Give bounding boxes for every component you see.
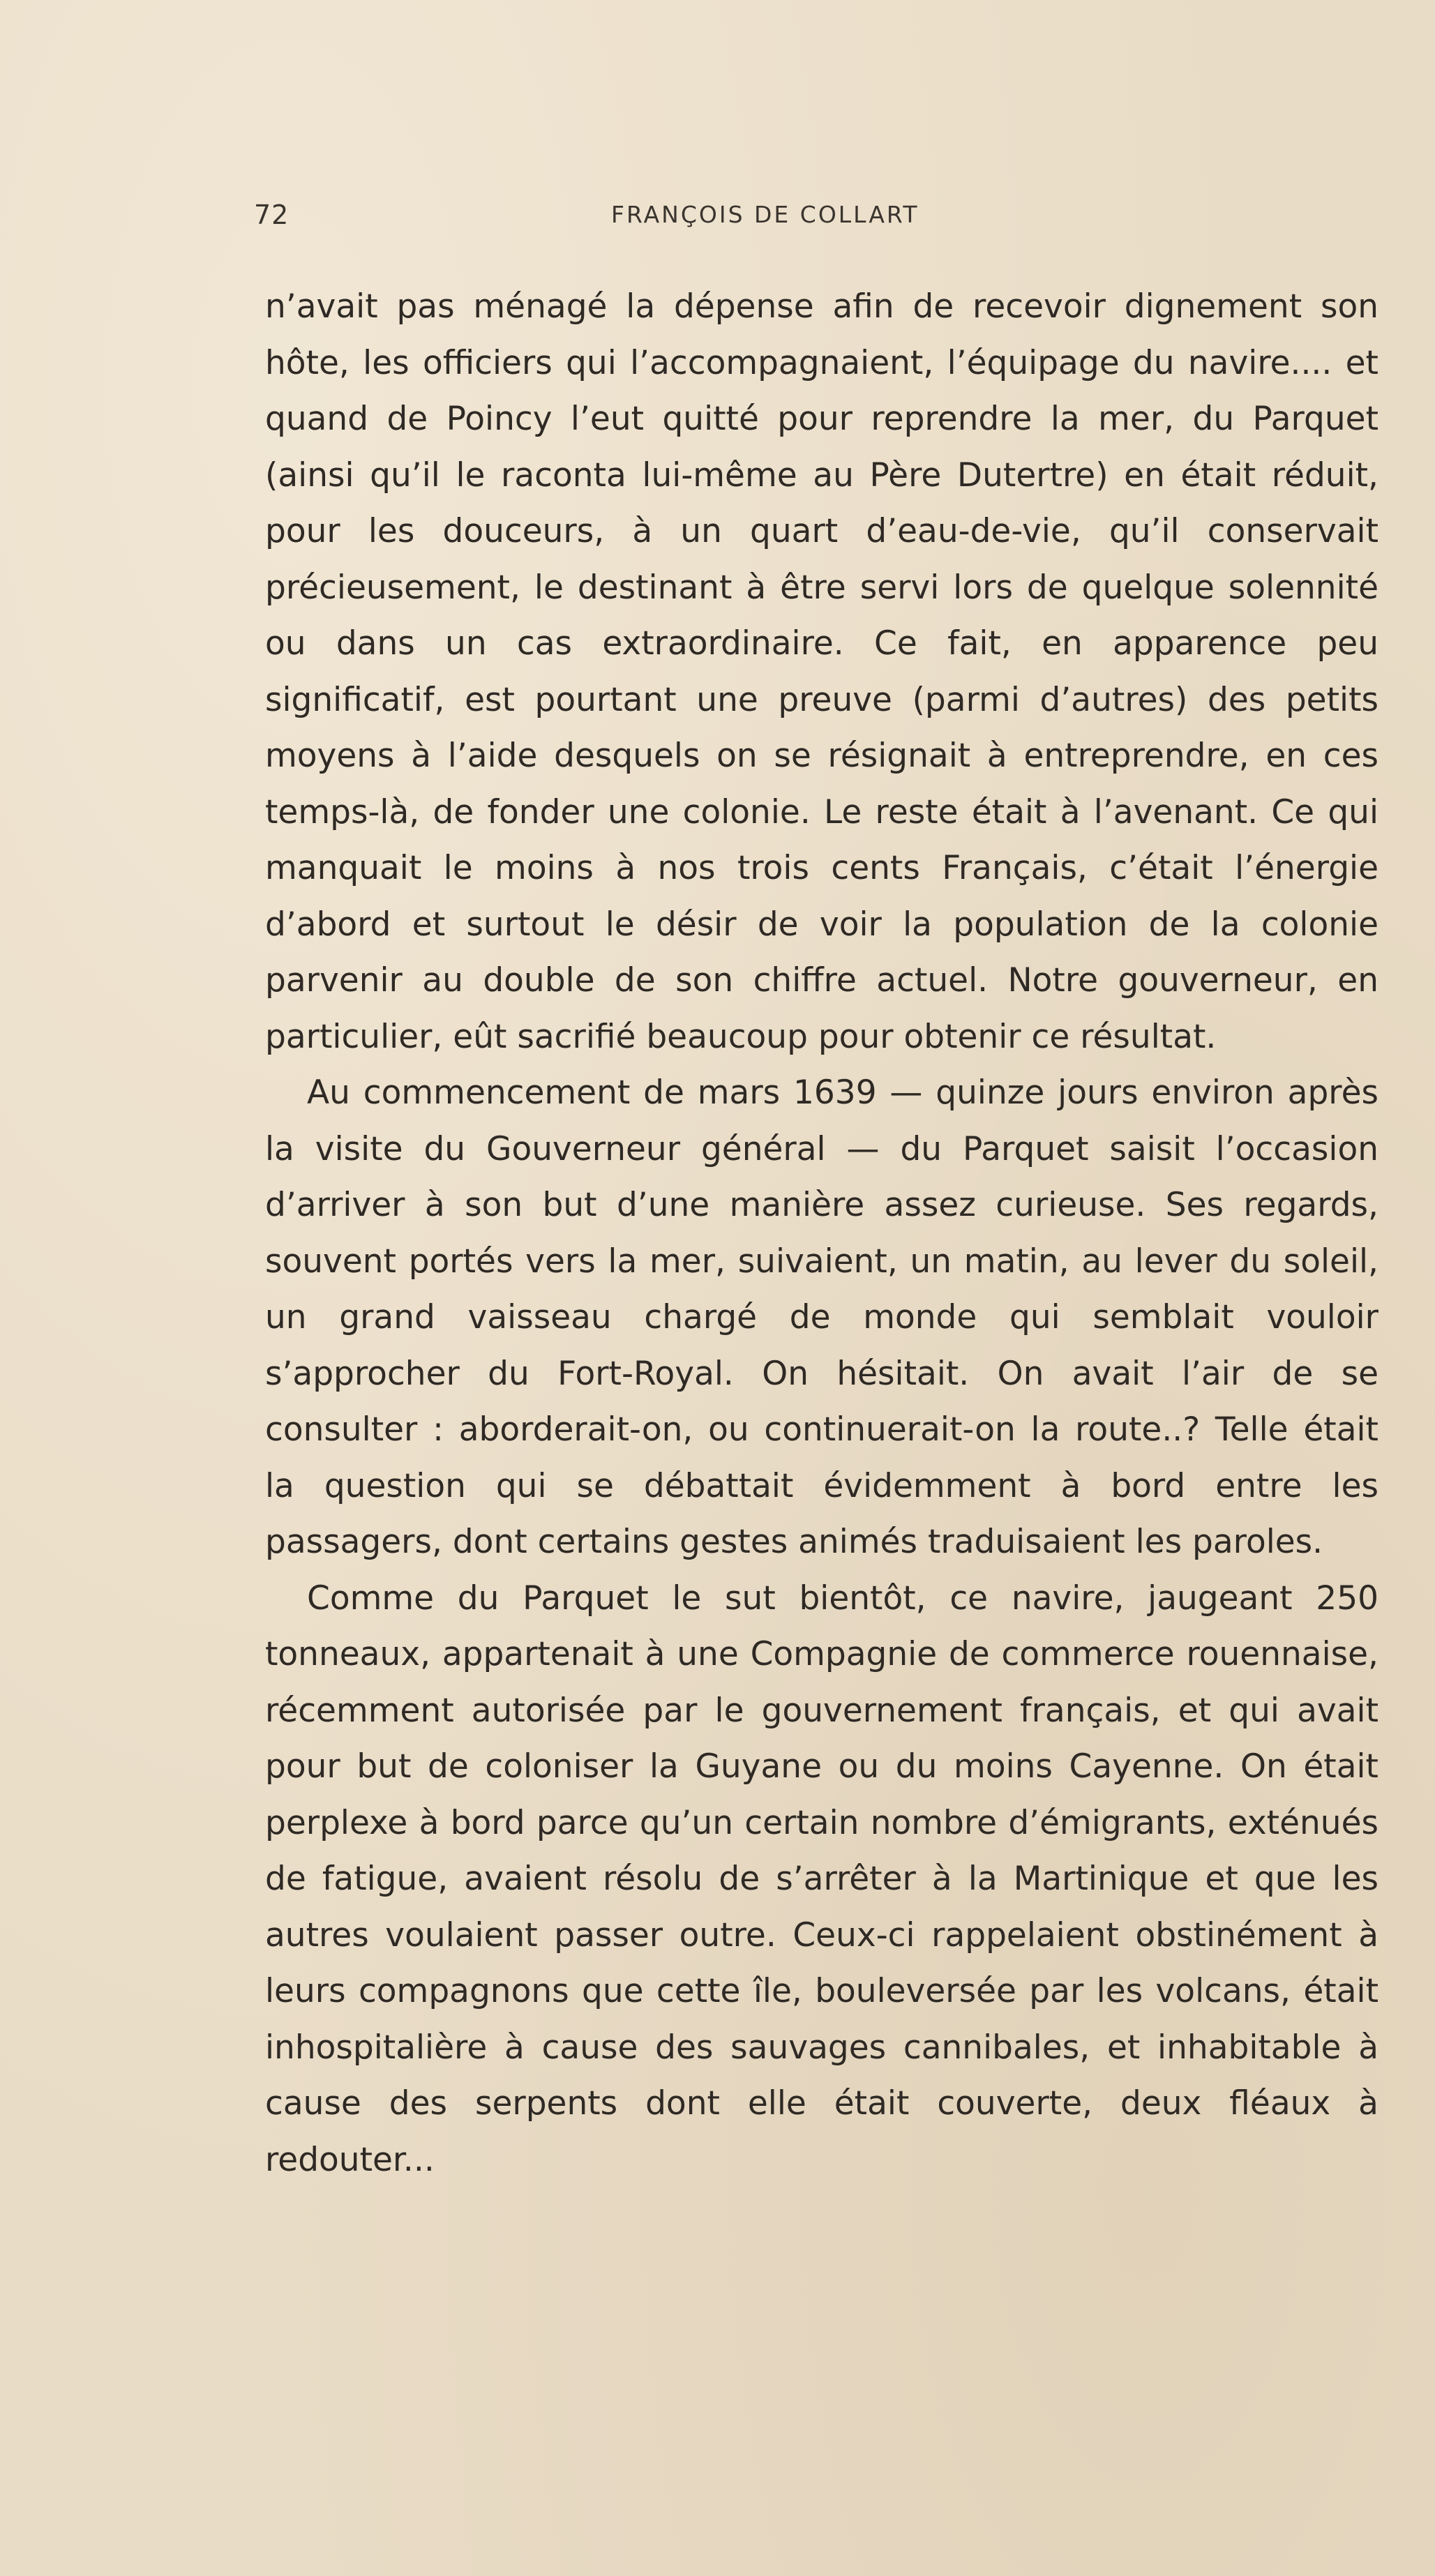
paragraph-3: Comme du Parquet le sut bientôt, ce navire, jaugeant 250 tonneaux, appartenait à une Compagnie de commerce rouennaise, récemment autorisée par le gouvernement français, et qui avait pour but de coloniser la Guyane ou du moins Cayenne. On était perplexe à bord parce qu’un certain nombre d’émigrants, exténués de fatigue, avaient résolu de s’arrêter à la Martinique et que les autres voulaient passer outre. Ceux-ci rappelaient obstinément à leurs compagnons que cette île, bouleversée par les volcans, était inhospitalière à cause des sauvages cannibales, et inhabitable à cause des serpents dont elle était couverte, deux fléaux à redouter... xyxy=(265,1579,1378,2179)
running-title: FRANÇOIS DE COLLART xyxy=(611,201,919,228)
paragraph-2: Au commencement de mars 1639 — quinze jours environ après la visite du Gouverneur général — du Parquet saisit l’occasion d’arriver à son but d’une manière assez curieuse. Ses regards, souvent portés vers la mer, suivaient, un matin, au lever du soleil, un grand vaisseau chargé de monde qui semblait vouloir s’approcher du Fort-Royal. On hésitait. On avait l’air de se consulter : aborderait-on, ou continuerait-on la route..? Telle était la question qui se débattait évidemment à bord entre les passagers, dont certains gestes animés traduisaient les paroles. xyxy=(265,1074,1378,1561)
body-text xyxy=(265,279,1378,2188)
running-head xyxy=(254,199,1388,241)
page-number: 72 xyxy=(254,199,290,230)
paragraph-1: n’avait pas ménagé la dépense afin de recevoir dignement son hôte, les officiers qui l’accompagnaient, l’équipage du navire.... et quand de Poincy l’eut quitté pour reprendre la mer, du Parquet (ainsi qu’il le raconta lui-même au Père Dutertre) en était réduit, pour les douceurs, à un quart d’eau-de-vie, qu’il conservait précieusement, le destinant à être servi lors de quelque solennité ou dans un cas extraordinaire. Ce fait, en apparence peu significatif, est pourtant une preuve (parmi d’autres) des petits moyens à l’aide desquels on se résignait à entreprendre, en ces temps-là, de fonder une colonie. Le reste était à l’avenant. Ce qui manquait le moins à nos trois cents Français, c’était l’énergie d’abord et surtout le désir de voir la population de la colonie parvenir au double de son chiffre actuel. Notre gouverneur, en particulier, eût sacrifié beaucoup pour obtenir ce résultat. xyxy=(265,287,1378,1056)
